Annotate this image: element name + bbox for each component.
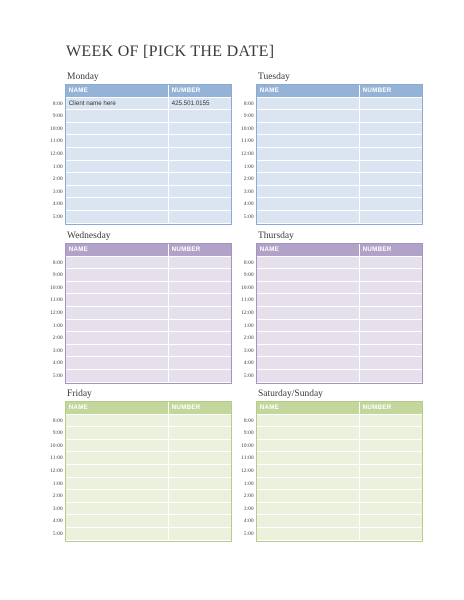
number-cell[interactable] [360, 320, 422, 333]
time-label: 9:00 [243, 430, 254, 437]
table-row [243, 528, 422, 541]
table-header [66, 244, 231, 257]
name-cell[interactable] [66, 452, 169, 465]
time-label: 8:00 [52, 100, 63, 107]
table-row [241, 135, 422, 148]
day-label: Thursday [258, 231, 294, 241]
name-cell[interactable] [66, 427, 169, 440]
table-row [49, 123, 231, 136]
name-cell[interactable] [257, 110, 360, 123]
name-cell[interactable]: Client name here [66, 98, 169, 111]
day-block-thursday [240, 229, 423, 384]
table-row [243, 357, 422, 370]
name-cell[interactable] [257, 465, 360, 478]
time-label: 8:00 [243, 417, 254, 424]
table-row [52, 345, 231, 358]
time-spacer [34, 244, 63, 257]
name-cell[interactable] [257, 294, 360, 307]
table-row [243, 515, 422, 528]
name-cell[interactable] [257, 490, 360, 503]
time-label: 10:00 [240, 125, 254, 132]
time-label: 9:00 [243, 272, 254, 279]
table-row [52, 515, 231, 528]
table-row [52, 198, 231, 211]
number-cell[interactable] [169, 269, 231, 282]
number-cell[interactable] [360, 515, 422, 528]
time-label: 12:00 [240, 467, 254, 474]
table-row [49, 465, 231, 478]
number-cell[interactable] [360, 282, 422, 295]
number-cell[interactable] [360, 357, 422, 370]
number-cell[interactable] [169, 440, 231, 453]
time-label: 3:00 [52, 505, 63, 512]
column-header-number: NUMBER [169, 244, 231, 257]
number-cell[interactable]: 425.501.0155 [169, 98, 231, 111]
time-label: 10:00 [240, 442, 254, 449]
number-cell[interactable] [360, 110, 422, 123]
table-header [66, 85, 231, 98]
time-label: 9:00 [52, 430, 63, 437]
time-label: 11:00 [241, 297, 254, 304]
number-cell[interactable] [169, 135, 231, 148]
table-row [241, 452, 422, 465]
table-row [49, 282, 231, 295]
name-cell[interactable] [66, 135, 169, 148]
number-cell[interactable] [169, 123, 231, 136]
table-row [52, 357, 231, 370]
table-row [52, 490, 231, 503]
table-row [52, 478, 231, 491]
time-label: 2:00 [243, 493, 254, 500]
number-cell[interactable] [360, 257, 422, 270]
name-cell[interactable] [257, 186, 360, 199]
table-row [52, 370, 231, 383]
table-header [257, 85, 422, 98]
name-cell[interactable] [66, 415, 169, 428]
number-cell[interactable] [360, 345, 422, 358]
table-row [243, 186, 422, 199]
name-cell[interactable] [66, 307, 169, 320]
time-label: 11:00 [241, 455, 254, 462]
name-cell[interactable] [257, 123, 360, 136]
time-label: 1:00 [52, 163, 63, 170]
column-header-name: NAME [66, 85, 169, 98]
name-cell[interactable] [257, 269, 360, 282]
number-cell[interactable] [169, 478, 231, 491]
table-row [52, 211, 231, 224]
name-cell[interactable] [66, 320, 169, 333]
time-label: 3:00 [52, 188, 63, 195]
name-cell[interactable] [66, 294, 169, 307]
name-cell[interactable] [257, 135, 360, 148]
number-cell[interactable] [169, 503, 231, 516]
schedule-table [240, 401, 423, 542]
table-row [240, 148, 422, 161]
time-label: 10:00 [49, 442, 63, 449]
time-label: 1:00 [243, 480, 254, 487]
number-cell[interactable] [169, 465, 231, 478]
table-row [243, 211, 422, 224]
name-cell[interactable] [257, 478, 360, 491]
time-label: 2:00 [243, 176, 254, 183]
table-row [52, 257, 231, 270]
name-cell[interactable] [257, 198, 360, 211]
number-cell[interactable] [169, 148, 231, 161]
name-cell[interactable] [66, 269, 169, 282]
time-label: 5:00 [52, 213, 63, 220]
time-label: 9:00 [243, 113, 254, 120]
table-row [52, 320, 231, 333]
number-cell[interactable] [360, 269, 422, 282]
column-header-number: NUMBER [360, 85, 422, 98]
table-row [52, 269, 231, 282]
time-label: 4:00 [243, 360, 254, 367]
number-cell[interactable] [360, 415, 422, 428]
number-cell[interactable] [360, 123, 422, 136]
table-row [240, 465, 422, 478]
time-spacer [34, 402, 63, 415]
table-row [243, 370, 422, 383]
day-label: Wednesday [67, 231, 111, 241]
table-header [257, 402, 422, 415]
number-cell[interactable] [360, 490, 422, 503]
table-row [243, 478, 422, 491]
number-cell[interactable] [169, 173, 231, 186]
name-cell[interactable] [66, 528, 169, 541]
time-label: 9:00 [52, 113, 63, 120]
name-cell[interactable] [257, 345, 360, 358]
number-cell[interactable] [169, 294, 231, 307]
time-label: 12:00 [49, 309, 63, 316]
number-cell[interactable] [360, 211, 422, 224]
name-cell[interactable] [257, 503, 360, 516]
time-label: 3:00 [243, 347, 254, 354]
name-cell[interactable] [66, 440, 169, 453]
day-label: Tuesday [258, 72, 290, 82]
time-label: 1:00 [243, 322, 254, 329]
number-cell[interactable] [169, 332, 231, 345]
table-row [243, 345, 422, 358]
name-cell[interactable] [257, 440, 360, 453]
name-cell[interactable] [66, 490, 169, 503]
number-cell[interactable] [360, 173, 422, 186]
number-cell[interactable] [360, 294, 422, 307]
table-row [52, 173, 231, 186]
time-label: 2:00 [243, 335, 254, 342]
schedule-table [49, 84, 232, 225]
day-label: Friday [67, 389, 92, 399]
table-row [243, 198, 422, 211]
name-cell[interactable] [257, 427, 360, 440]
schedule-table [240, 84, 423, 225]
time-label: 10:00 [49, 125, 63, 132]
column-header-number: NUMBER [169, 402, 231, 415]
name-cell[interactable] [257, 211, 360, 224]
number-cell[interactable] [169, 345, 231, 358]
name-cell[interactable] [257, 257, 360, 270]
time-label: 3:00 [52, 347, 63, 354]
time-label: 5:00 [243, 372, 254, 379]
name-cell[interactable] [66, 465, 169, 478]
time-label: 1:00 [243, 163, 254, 170]
time-spacer [225, 85, 254, 98]
name-cell[interactable] [66, 503, 169, 516]
table-row [243, 320, 422, 333]
table-row [50, 452, 231, 465]
table-row [52, 161, 231, 174]
name-cell[interactable] [66, 332, 169, 345]
table-row [243, 415, 422, 428]
name-cell[interactable] [257, 452, 360, 465]
time-spacer [225, 244, 254, 257]
time-label: 10:00 [49, 284, 63, 291]
time-label: 2:00 [52, 335, 63, 342]
table-row [50, 294, 231, 307]
table-row [52, 186, 231, 199]
number-cell[interactable] [360, 503, 422, 516]
name-cell[interactable] [66, 186, 169, 199]
table-row [243, 257, 422, 270]
number-cell[interactable] [169, 282, 231, 295]
number-cell[interactable] [169, 257, 231, 270]
number-cell[interactable] [169, 198, 231, 211]
number-cell[interactable] [360, 148, 422, 161]
number-cell[interactable] [360, 528, 422, 541]
day-block-friday [49, 387, 232, 542]
number-cell[interactable] [169, 161, 231, 174]
number-cell[interactable] [169, 211, 231, 224]
day-block-monday [49, 70, 232, 225]
number-cell[interactable] [169, 186, 231, 199]
time-label: 3:00 [243, 505, 254, 512]
name-cell[interactable] [66, 161, 169, 174]
time-label: 8:00 [243, 259, 254, 266]
time-label: 4:00 [52, 518, 63, 525]
number-cell[interactable] [360, 186, 422, 199]
column-header-number: NUMBER [169, 85, 231, 98]
name-cell[interactable] [66, 357, 169, 370]
number-cell[interactable] [169, 528, 231, 541]
table-row [240, 123, 422, 136]
table-row [240, 440, 422, 453]
table-row [52, 110, 231, 123]
number-cell[interactable] [169, 110, 231, 123]
time-label: 12:00 [49, 150, 63, 157]
day-label: Saturday/Sunday [258, 389, 323, 399]
name-cell[interactable] [257, 357, 360, 370]
table-header [257, 244, 422, 257]
name-cell[interactable] [66, 478, 169, 491]
name-cell[interactable] [66, 211, 169, 224]
time-label: 4:00 [52, 360, 63, 367]
name-cell[interactable] [257, 98, 360, 111]
name-cell[interactable] [66, 515, 169, 528]
time-label: 1:00 [52, 480, 63, 487]
number-cell[interactable] [169, 320, 231, 333]
number-cell[interactable] [169, 427, 231, 440]
number-cell[interactable] [360, 98, 422, 111]
number-cell[interactable] [360, 478, 422, 491]
name-cell[interactable] [66, 173, 169, 186]
table-row [52, 528, 231, 541]
number-cell[interactable] [360, 135, 422, 148]
name-cell[interactable] [257, 528, 360, 541]
day-label: Monday [67, 72, 99, 82]
day-block-saturday-sunday [240, 387, 423, 542]
table-row [243, 490, 422, 503]
time-label: 10:00 [240, 284, 254, 291]
time-label: 12:00 [240, 309, 254, 316]
time-label: 5:00 [243, 213, 254, 220]
page-title: WEEK OF [PICK THE DATE] [66, 43, 275, 60]
column-header-name: NAME [257, 244, 360, 257]
name-cell[interactable] [66, 123, 169, 136]
table-row [52, 98, 231, 111]
table-row [241, 294, 422, 307]
name-cell[interactable] [66, 148, 169, 161]
time-label: 5:00 [52, 372, 63, 379]
name-cell[interactable] [257, 332, 360, 345]
name-cell[interactable] [66, 370, 169, 383]
number-cell[interactable] [360, 427, 422, 440]
number-cell[interactable] [360, 440, 422, 453]
time-label: 4:00 [243, 518, 254, 525]
table-row [243, 98, 422, 111]
name-cell[interactable] [66, 257, 169, 270]
table-row [52, 415, 231, 428]
column-header-name: NAME [257, 85, 360, 98]
table-row [243, 503, 422, 516]
table-row [52, 503, 231, 516]
table-row [243, 161, 422, 174]
column-header-number: NUMBER [360, 402, 422, 415]
time-label: 8:00 [52, 259, 63, 266]
number-cell[interactable] [360, 332, 422, 345]
table-row [240, 307, 422, 320]
number-cell[interactable] [169, 357, 231, 370]
number-cell[interactable] [169, 415, 231, 428]
number-cell[interactable] [360, 161, 422, 174]
day-block-tuesday [240, 70, 423, 225]
name-cell[interactable] [257, 161, 360, 174]
column-header-name: NAME [66, 402, 169, 415]
table-row [49, 148, 231, 161]
schedule-table [49, 401, 232, 542]
table-row [50, 135, 231, 148]
time-label: 3:00 [243, 188, 254, 195]
name-cell[interactable] [66, 282, 169, 295]
name-cell[interactable] [66, 110, 169, 123]
name-cell[interactable] [66, 345, 169, 358]
name-cell[interactable] [257, 282, 360, 295]
name-cell[interactable] [257, 173, 360, 186]
table-row [240, 282, 422, 295]
table-row [243, 269, 422, 282]
time-spacer [34, 85, 63, 98]
name-cell[interactable] [257, 515, 360, 528]
name-cell[interactable] [257, 415, 360, 428]
number-cell[interactable] [169, 307, 231, 320]
name-cell[interactable] [257, 370, 360, 383]
number-cell[interactable] [360, 370, 422, 383]
time-label: 5:00 [52, 530, 63, 537]
table-row [49, 307, 231, 320]
time-label: 2:00 [52, 176, 63, 183]
time-label: 9:00 [52, 272, 63, 279]
name-cell[interactable] [257, 320, 360, 333]
number-cell[interactable] [169, 370, 231, 383]
table-row [243, 332, 422, 345]
time-label: 11:00 [50, 297, 63, 304]
schedule-table [240, 243, 423, 384]
number-cell[interactable] [169, 490, 231, 503]
number-cell[interactable] [169, 515, 231, 528]
table-row [243, 110, 422, 123]
time-label: 12:00 [49, 467, 63, 474]
table-row [243, 173, 422, 186]
schedule-table [49, 243, 232, 384]
table-header [66, 402, 231, 415]
number-cell[interactable] [360, 465, 422, 478]
table-row [52, 427, 231, 440]
time-label: 1:00 [52, 322, 63, 329]
table-row [49, 440, 231, 453]
time-spacer [225, 402, 254, 415]
time-label: 4:00 [243, 201, 254, 208]
table-row [52, 332, 231, 345]
number-cell[interactable] [360, 198, 422, 211]
time-label: 8:00 [52, 417, 63, 424]
column-header-name: NAME [66, 244, 169, 257]
column-header-number: NUMBER [360, 244, 422, 257]
day-block-wednesday [49, 229, 232, 384]
time-label: 2:00 [52, 493, 63, 500]
name-cell[interactable] [257, 148, 360, 161]
name-cell[interactable] [66, 198, 169, 211]
time-label: 12:00 [240, 150, 254, 157]
number-cell[interactable] [169, 452, 231, 465]
table-row [243, 427, 422, 440]
time-label: 11:00 [241, 138, 254, 145]
name-cell[interactable] [257, 307, 360, 320]
time-label: 11:00 [50, 455, 63, 462]
time-label: 5:00 [243, 530, 254, 537]
time-label: 11:00 [50, 138, 63, 145]
number-cell[interactable] [360, 452, 422, 465]
number-cell[interactable] [360, 307, 422, 320]
time-label: 4:00 [52, 201, 63, 208]
column-header-name: NAME [257, 402, 360, 415]
time-label: 8:00 [243, 100, 254, 107]
